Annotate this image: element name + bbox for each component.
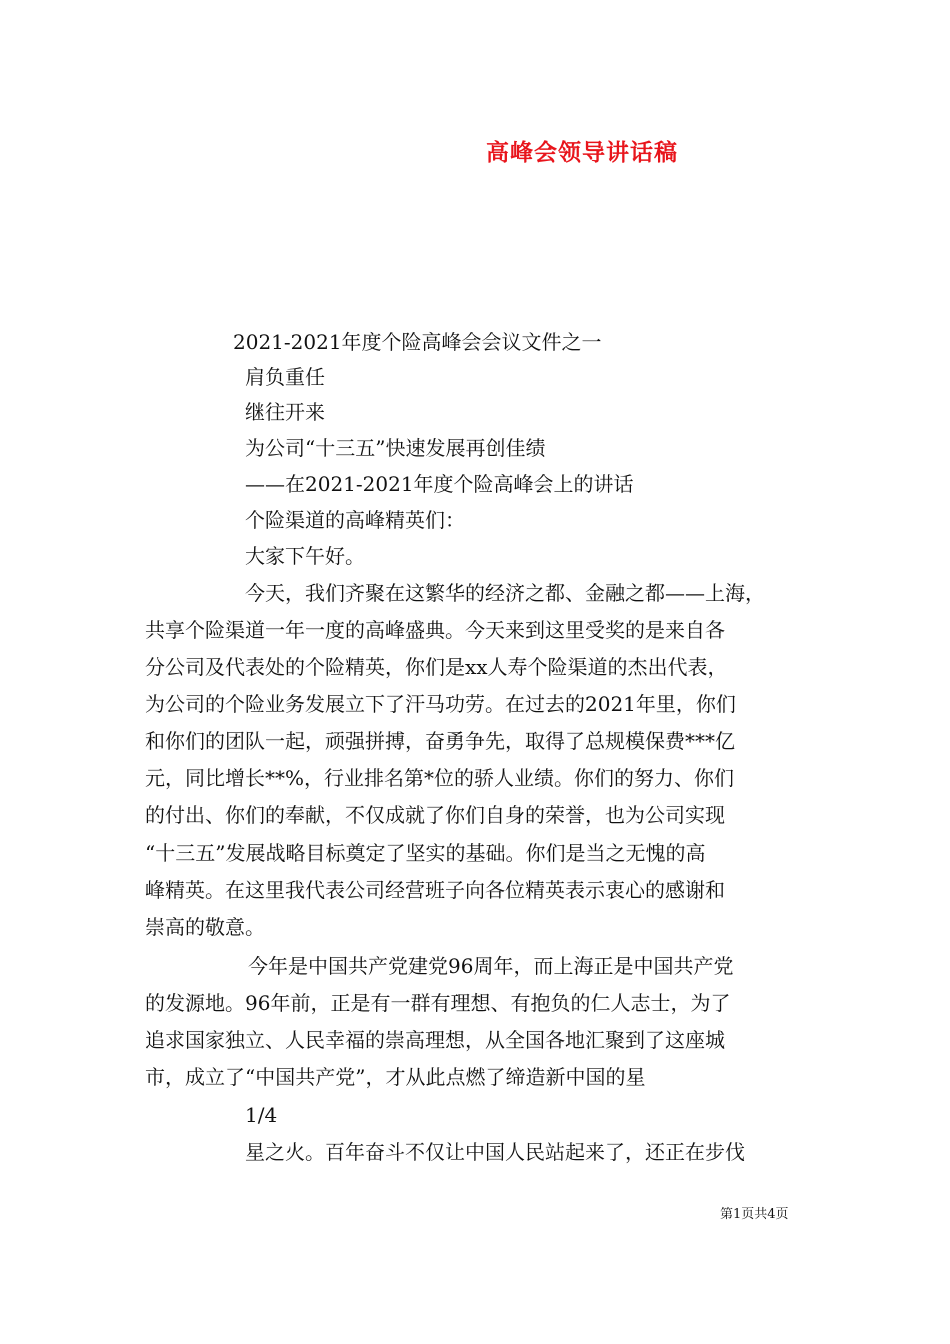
- salutation: 个险渠道的高峰精英们：: [245, 508, 465, 532]
- paragraph-line: “十三五”发展战略目标奠定了坚实的基础。你们是当之无愧的高: [145, 841, 706, 865]
- paragraph-line: 为公司的个险业务发展立下了汗马功劳。在过去的2021年里，你们: [145, 692, 736, 716]
- paragraph-line: 分公司及代表处的个险精英，你们是xx人寿个险渠道的杰出代表，: [145, 655, 728, 679]
- header-line: 2021-2021年度个险高峰会会议文件之一: [233, 330, 602, 354]
- paragraph-line: 今天，我们齐聚在这繁华的经济之都、金融之都——上海，: [245, 581, 765, 605]
- paragraph-line: 崇高的敬意。: [145, 915, 265, 939]
- header-line: 肩负重任: [245, 365, 325, 389]
- paragraph-line: 今年是中国共产党建党96周年，而上海正是中国共产党: [248, 954, 734, 978]
- paragraph-line: 星之火。百年奋斗不仅让中国人民站起来了，还正在步伐: [245, 1140, 745, 1164]
- greeting: 大家下午好。: [245, 544, 365, 568]
- page-footer: 第1页共4页: [720, 1207, 789, 1222]
- paragraph-line: 的发源地。96年前，正是有一群有理想、有抱负的仁人志士，为了: [145, 991, 731, 1015]
- paragraph-line: 元，同比增长**%，行业排名第*位的骄人业绩。你们的努力、你们: [145, 766, 735, 790]
- paragraph-line: 市，成立了“中国共产党”，才从此点燃了缔造新中国的星: [145, 1065, 646, 1089]
- document-title: 高峰会领导讲话稿: [486, 139, 678, 166]
- paragraph-line: 峰精英。在这里我代表公司经营班子向各位精英表示衷心的感谢和: [145, 878, 725, 902]
- paragraph-line: 共享个险渠道一年一度的高峰盛典。今天来到这里受奖的是来自各: [145, 618, 725, 642]
- paragraph-line: 的付出、你们的奉献，不仅成就了你们自身的荣誉，也为公司实现: [145, 803, 725, 827]
- header-line: ——在2021-2021年度个险高峰会上的讲话: [245, 472, 634, 496]
- paragraph-line: 和你们的团队一起，顽强拼搏，奋勇争先，取得了总规模保费***亿: [145, 729, 735, 753]
- paragraph-line: 追求国家独立、人民幸福的崇高理想，从全国各地汇聚到了这座城: [145, 1028, 725, 1052]
- header-line: 继往开来: [245, 400, 325, 424]
- header-line: 为公司“十三五”快速发展再创佳绩: [245, 436, 546, 460]
- inner-page-marker: 1/4: [245, 1103, 278, 1127]
